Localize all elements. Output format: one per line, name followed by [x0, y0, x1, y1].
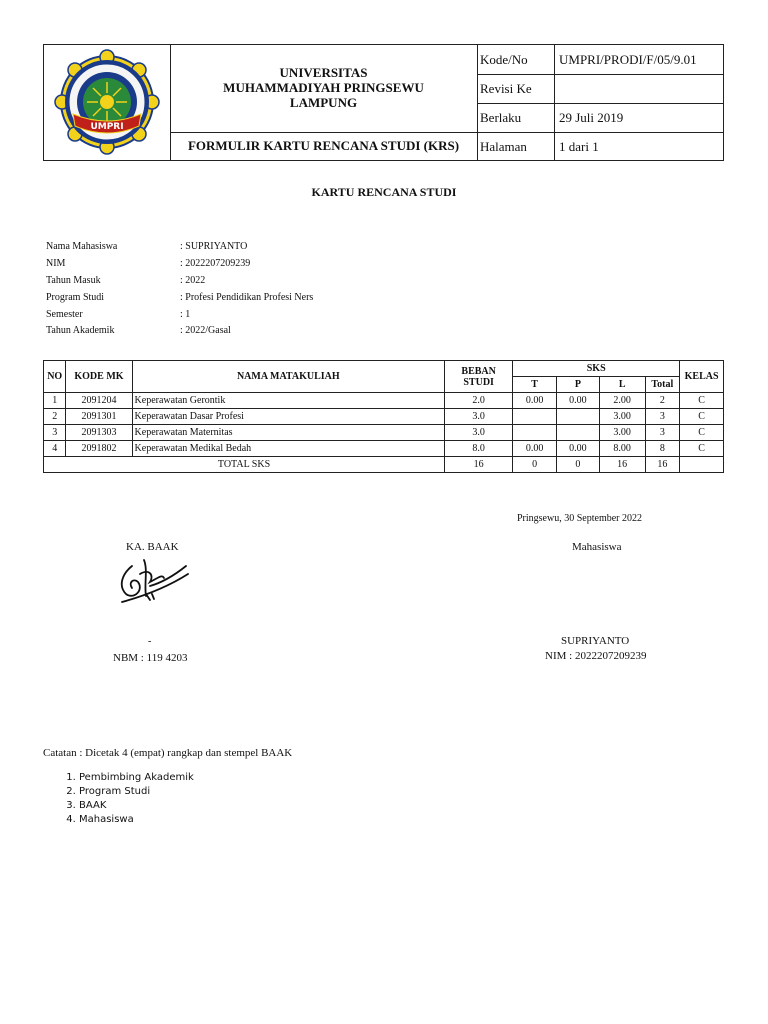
cell-l: 3.00 [599, 425, 645, 441]
document-header [43, 44, 724, 161]
university-line-2: MUHAMMADIYAH PRINGSEWU [223, 80, 424, 95]
table-row [44, 425, 724, 441]
cell-beban: 2.0 [445, 393, 513, 409]
cell-p [557, 425, 600, 441]
cell-total-p: 0 [557, 457, 600, 473]
cell-kelas: C [680, 409, 724, 425]
cell-no: 1 [44, 393, 66, 409]
meta-value [556, 74, 723, 103]
cell-kelas: C [680, 441, 724, 457]
signer-right-name: SUPRIYANTO [561, 635, 630, 647]
cell-kode: 2091802 [66, 441, 132, 457]
info-label: NIM [46, 258, 66, 269]
university-name [170, 65, 477, 110]
university-line-3: LAMPUNG [289, 95, 358, 110]
university-logo [44, 45, 170, 160]
table-total-row [44, 457, 724, 473]
cell-kelas: C [680, 425, 724, 441]
info-value: : 1 [180, 309, 191, 320]
cell-nama: Keperawatan Maternitas [132, 425, 445, 441]
list-item: 2. Program Studi [79, 785, 194, 799]
cell-no: 2 [44, 409, 66, 425]
meta-key: Kode/No [477, 45, 555, 74]
info-value: : SUPRIYANTO [180, 241, 248, 252]
meta-value: UMPRI/PRODI/F/05/9.01 [559, 52, 697, 67]
cell-beban: 3.0 [445, 425, 513, 441]
meta-row-berlaku [477, 103, 723, 133]
info-value: : 2022207209239 [180, 258, 251, 269]
document-title: KARTU RENCANA STUDI [311, 185, 457, 199]
cell-total-total: 16 [645, 457, 680, 473]
cell-nama: Keperawatan Dasar Profesi [132, 409, 445, 425]
cell-nama: Keperawatan Medikal Bedah [132, 441, 445, 457]
university-name-cell [170, 45, 478, 133]
table-row [44, 409, 724, 425]
meta-row-halaman [477, 132, 723, 161]
info-label: Program Studi [46, 292, 105, 303]
signer-right-title: Mahasiswa [572, 541, 622, 553]
meta-row-revisi [477, 74, 723, 104]
notes-heading: Catatan : Dicetak 4 (empat) rangkap dan stempel BAAK [43, 747, 293, 759]
list-item: 4. Mahasiswa [79, 813, 194, 827]
cell-total: 3 [645, 425, 680, 441]
cell-l: 2.00 [599, 393, 645, 409]
logo-lettering: UMPRI [90, 122, 124, 132]
meta-value: 29 Juli 2019 [559, 110, 624, 125]
cell-t [513, 425, 557, 441]
cell-beban: 3.0 [445, 409, 513, 425]
cell-t: 0.00 [513, 393, 557, 409]
cell-nama: Keperawatan Gerontik [132, 393, 445, 409]
meta-row-kode [477, 45, 723, 75]
cell-total-beban: 16 [445, 457, 513, 473]
col-header-sks: SKS [513, 361, 680, 377]
signature-scribble [114, 556, 196, 614]
col-header-kode: KODE MK [66, 361, 132, 393]
signer-right-id: NIM : 2022207209239 [545, 650, 647, 662]
cell-t: 0.00 [513, 441, 557, 457]
meta-value: 1 dari 1 [559, 139, 599, 154]
cell-t [513, 409, 557, 425]
cell-p: 0.00 [557, 441, 600, 457]
university-line-1: UNIVERSITAS [279, 65, 368, 80]
col-header-kelas: KELAS [680, 361, 724, 393]
col-header-total: Total [645, 377, 680, 393]
cell-no: 4 [44, 441, 66, 457]
cell-l: 8.00 [599, 441, 645, 457]
info-label: Tahun Masuk [46, 275, 101, 286]
cell-total: 8 [645, 441, 680, 457]
logo-cell [44, 45, 171, 160]
table-header-row [44, 361, 724, 377]
form-title-cell [170, 132, 478, 160]
cell-total-kelas [680, 457, 724, 473]
cell-kode: 2091303 [66, 425, 132, 441]
cell-beban: 8.0 [445, 441, 513, 457]
cell-p [557, 409, 600, 425]
info-value: : 2022 [180, 275, 206, 286]
cell-kode: 2091204 [66, 393, 132, 409]
course-table [43, 360, 724, 473]
cell-total: 2 [645, 393, 680, 409]
info-value: : Profesi Pendidikan Profesi Ners [180, 292, 314, 303]
signer-left-title: KA. BAAK [126, 541, 179, 553]
meta-key: Halaman [477, 132, 555, 161]
list-item: 3. BAAK [79, 799, 194, 813]
col-header-beban-line2: STUDI [463, 376, 494, 388]
info-value: : 2022/Gasal [180, 325, 231, 336]
signer-left-dash: - [148, 636, 152, 647]
info-label: Semester [46, 309, 83, 320]
col-header-p: P [557, 377, 600, 393]
info-label: Tahun Akademik [46, 325, 115, 336]
meta-key: Revisi Ke [477, 74, 555, 103]
signer-left-id: NBM : 119 4203 [113, 652, 188, 664]
col-header-nama: NAMA MATAKULIAH [132, 361, 445, 393]
table-row [44, 393, 724, 409]
col-header-beban [445, 361, 513, 393]
place-date: Pringsewu, 30 September 2022 [517, 513, 642, 524]
cell-total-t: 0 [513, 457, 557, 473]
table-row [44, 441, 724, 457]
student-info [0, 239, 768, 349]
col-header-t: T [513, 377, 557, 393]
notes-list [43, 771, 194, 827]
cell-l: 3.00 [599, 409, 645, 425]
cell-p: 0.00 [557, 393, 600, 409]
list-item: 1. Pembimbing Akademik [79, 771, 194, 785]
form-title: FORMULIR KARTU RENCANA STUDI (KRS) [187, 138, 460, 153]
cell-no: 3 [44, 425, 66, 441]
cell-total: 3 [645, 409, 680, 425]
cell-kelas: C [680, 393, 724, 409]
cell-total-l: 16 [599, 457, 645, 473]
cell-kode: 2091301 [66, 409, 132, 425]
info-label: Nama Mahasiswa [46, 241, 118, 252]
col-header-no: NO [44, 361, 66, 393]
col-header-l: L [599, 377, 645, 393]
cell-total-label: TOTAL SKS [44, 457, 445, 473]
meta-key: Berlaku [477, 103, 555, 132]
col-header-beban-line1: BEBAN [461, 365, 496, 377]
